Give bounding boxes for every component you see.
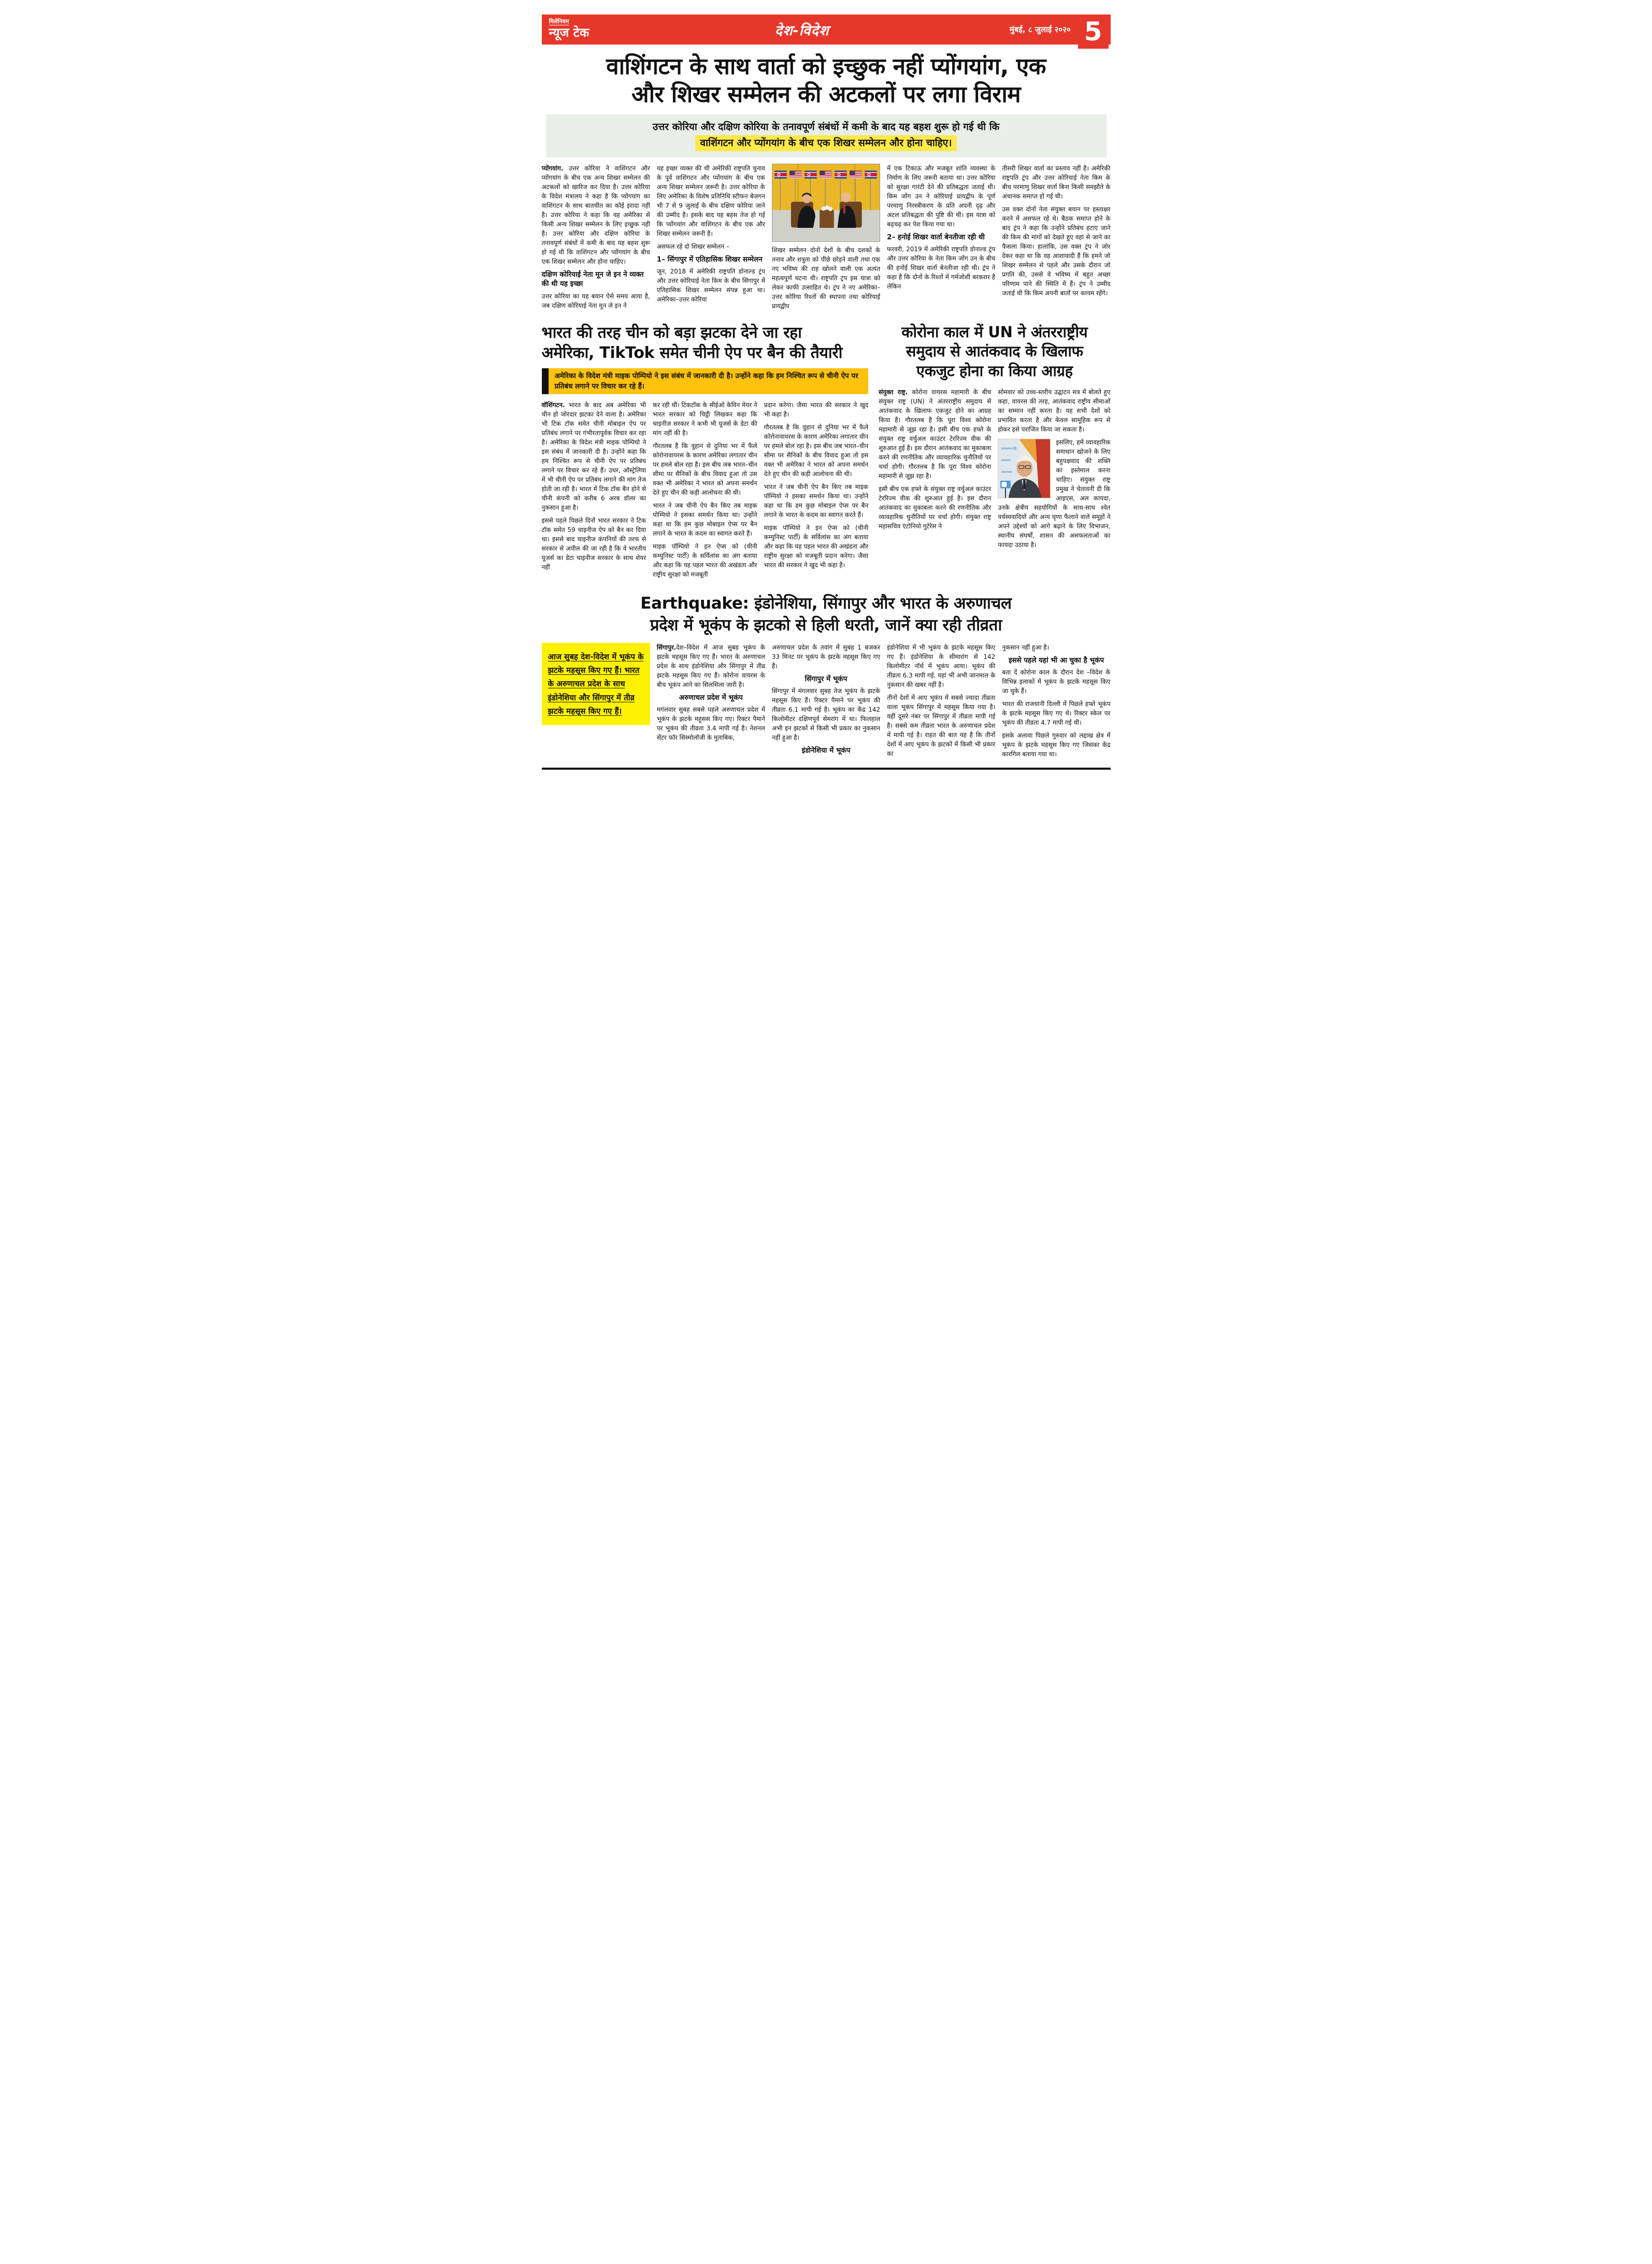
article-paragraph: उस वक्त दोनों नेता संयुक्त बयान पर हस्ताक्षर करने में असफल रहे थे। बैठक समाप्त होने के बाद ट्रंप ने कहा कि उन्होंने प्रतिबंध हटाए जाने की किम की मांगों को देखते हुए वहां से जाने का फैसला किया। हालांकि, उस वक्त ट्रंप ने जोर देकर कहा था कि वह आशावादी हैं कि हमने जो शिखर सम्मेलन से पहले और उसके दौरान जो प्रगति की, उससे वे भविष्य में बहुत अच्छा परिणाम पाने की स्थिति में हैं। ट्रंप ने उम्मीद जताई थी कि किम अपनी बातों पर कायम रहेंगे।	[1002, 206, 1111, 297]
dateline: सिंगापुर.	[656, 643, 677, 651]
lead-headline-line2: और शिखर सम्मेलन की अटकलों पर लगा विराम	[631, 81, 1021, 108]
tiktok-strap	[542, 368, 869, 395]
article-paragraph: बता दें कोरोना काल के दौरान देश –विदेश के विभिन्न इलाकों में भूकंप के झटके महसूस किए जा चुके हैं।	[1002, 669, 1111, 695]
crosshead: 1– सिंगापुर में एतिहासिक शिखर सम्मेलन	[656, 255, 763, 264]
article-paragraph: भारत ने जब चीनी ऐप बैन किए तब माइक पोम्पियो ने इसका समर्थन किया था। उन्होंने कहा था कि हम कुछ मोबाइल ऐप्स पर बैन लगाने के भारत के कदम का स्वागत करते हैं।	[653, 502, 757, 538]
crosshead: सिंगापुर में भूकंप	[805, 674, 847, 683]
page-number: 5	[1078, 16, 1109, 49]
tiktok-col-1	[542, 400, 647, 583]
un-columns	[879, 387, 1110, 553]
lead-col-3	[772, 164, 880, 314]
tiktok-strap-text: अमेरिका के विदेश मंत्री माइक पोम्पियो ने इस संबंध में जानकारी दी है। उन्होंने कहा कि हम निश्चित रूप से चीनी ऐप पर प्रतिबंध लगाने पर विचार कर रहे हैं।	[549, 368, 869, 395]
article-paragraph: यह इच्छा व्यक्त की थी अमेरिकी राष्ट्रपति चुनाव के पूर्व वाशिंगटन और प्योंगयांग के बीच एक अन्य शिखर सम्मेलन जरूरी है। उत्तर कोरिया के लिए अमेरिका के विशेष प्रतिनिधि स्टीफन बेजगन भी 7 से 9 जुलाई के बीच दक्षिण कोरिया जाने की उम्मीद है। इसके बाद यह बहस तेज हो गई कि प्योंगयांग और वाशिंगटन के बीच एक और शिखर सम्मेलन जरूरी है।	[656, 165, 765, 238]
lead-col-4	[887, 164, 995, 314]
lead-headline-line1: वाशिंगटन के साथ वार्ता को इच्छुक नहीं प्योंगयांग, एक	[606, 53, 1046, 80]
brand-logo	[542, 15, 595, 45]
tiktok-headline-line2: अमेरिका, TikTok समेत चीनी ऐप पर बैन की तैयारी	[541, 343, 843, 362]
article-paragraph: अरुणाचल प्रदेश के तवांग में सुबह 1 बजकर 33 मिनट पर भूकंप के झटके महसूस किए गए हैं।	[771, 643, 881, 670]
un-headline-line1: कोरोना काल में UN ने अंतरराष्ट्रीय	[901, 323, 1088, 341]
earthquake-columns	[542, 643, 1111, 762]
un-story	[879, 323, 1110, 583]
un-headline-line2: समुदाय से आतंकवाद के खिलाफ	[906, 342, 1083, 360]
un-headline-line3: एकजुट होना का किया आग्रह	[916, 362, 1073, 380]
brand-top-label: मिलेनियम	[549, 18, 569, 25]
article-paragraph: माइक पॉम्पियो ने इन ऐप्स को (चीनी कम्युनिस्ट पार्टी) के सर्विलांस का अंग बताया और कहा कि यह पहल भारत की अखंडता और राष्ट्रीय सुरक्षा को मजबूती प्रदान करेगा। जैसा भारत की सरकार ने खुद भी कहा है।	[764, 524, 869, 569]
summit-photo-illustration	[772, 164, 880, 241]
crosshead: 2– हनोई शिखर वार्ता बेनतीजा रही थी	[887, 233, 985, 242]
earthquake-highlight-text: आज सुबह देश-विदेश में भूकंप के झटके महसूस किए गए हैं। भारत के अरुणाचल प्रदेश के साथ इंडोनेशिया और सिंगापुर में तीव्र झटके महसूस किए गए हैं।	[548, 652, 644, 716]
dateline: प्योंगयांग.	[541, 165, 564, 172]
lead-deck-line2: वाशिंगटन और प्योंगयांग के बीच एक शिखर सम्मेलन और होना चाहिए।	[695, 135, 957, 151]
earthquake-headline	[542, 593, 1111, 637]
article-paragraph: गौरतलब है कि वुहान से दुनिया भर में फैले कोरोनावायरस के कारण अमेरिका लगातार चीन पर हमले बोल रहा है। इस बीच जब भारत–चीन सीमा पर सैनिकों के बीच विवाद हुआ तो इस वक्त भी अमेरिका ने भारत को अपना समर्थन देते हुए चीन की कड़ी आलोचना की थी।	[764, 424, 869, 478]
tiktok-story	[542, 323, 869, 583]
photo-caption-text: शिखर सम्मेलन दोनों देशों के बीच दशकों के तनाव और शत्रुता को पीछे छोड़ने वाली तथा एक नए भविष्य की राह खोलने वाली एक अत्यंत महत्वपूर्ण घटना थी। राष्ट्रपति ट्रंप इस यात्रा को लेकर काफी उत्साहित थे। ट्रंप ने नए अमेरिका–उत्तर कोरिया रिश्तों की स्थापना तथा कोरियाई प्रायद्वीप	[771, 246, 881, 310]
un-headline	[879, 323, 1110, 381]
article-paragraph: सोमवार को उच्च-स्तरीय उद्घाटन सत्र में बोलते हुए कहा, वायरस की तरह, आतंकवाद राष्ट्रीय सीमाओं का सम्मान नहीं करता है। यह सभी देशों को प्रभावित करता है और केवल सामूहिक रूप से होकर इसे पराजित किया जा सकता है।	[998, 388, 1111, 433]
tiktok-col-2	[653, 400, 757, 583]
article-paragraph: वॉशिंगटन. भारत के बाद अब अमेरिका भी चीन हो जोरदार झटका देने वाला है। अमेरिका भी टिक टॉक समेत चीनी मोबाइल ऐप पर प्रतिबंध लगाने पर गंभीरतापूर्वक विचार कर रहा है। अमेरिका के विदेश मंत्री माइक पोम्पियो ने इस संबंध में जानकारी दी है। उन्होंने कहा कि हम निश्चित रूप से चीनी ऐप पर प्रतिबंध लगाने पर विचार कर रहे हैं। उधर, ऑस्ट्रेलिया में भी चीनी ऐप पर प्रतिबंध लगाने की मांग तेज होती जा रही है। भारत में टिक टॉक बैन होने से चीनी कंपनी को करीब 6 अरब डॉलर का नुकसान हुआ है।	[541, 401, 647, 512]
tiktok-columns	[542, 400, 869, 583]
crosshead: इंडोनेशिया में भूकंप	[801, 746, 851, 755]
article-paragraph: सिंगापुर में मंगलवार सुबह तेज भूकंप के झटके महसूस किए हैं। रिक्टर पैमाने पर भूकंप की तीव्रता 6.1 मापी गई है। भूकंप का केंद्र 142 किलोमीटर दक्षिणपूर्व सेमरांग में था। फिलहाल अभी इन झटकों से किसी भी प्रकार का नुकसान नहीं हुआ है।	[771, 687, 881, 742]
article-paragraph: असफल रहे दो शिखर सम्मेलन –	[656, 243, 729, 251]
article-paragraph: कर रही थीं। टिकटॉक के सीईओ केविन मेयर ने भारत सरकार को चिट्ठी लिखकर कहा कि चाइनीज सरकार ने कभी भी यूजर्स के डेटा की मांग नहीं की है।	[653, 401, 757, 437]
earthquake-story	[542, 593, 1111, 770]
lead-col-2	[657, 164, 765, 314]
article-paragraph: इससे पहले पिछले दिनों भारत सरकार ने टिक टॉक समेत 59 चाइनीज ऐप को बैन कर दिया था। इससे बाद चाइनीज कंपनियों की तरफ से सरकार से अपील की जा रही है कि वे भारतीय यूजर्स का डेटा चाइनीज सरकार के साथ शेयर नहीं	[541, 517, 647, 571]
article-paragraph: तीसरी शिखर वार्ता का प्रस्ताव नहीं है। अमेरिकी राष्ट्रपति ट्रंप और उत्तर कोरियाई नेता किम के बीच परमाणु शिखर वार्ता बिना किसी समझौते के अचानक समाप्त हो गई थी।	[1002, 165, 1111, 200]
tiktok-headline-line1: भारत की तरह चीन को बड़ा झटका देने जा रहा	[541, 323, 802, 342]
crosshead: दक्षिण कोरियाई नेता मून जे इन ने व्यक्त की थी यह इच्छा	[541, 270, 644, 289]
article-paragraph: प्रदान करेगा। जैसा भारत की सरकार ने खुद भी कहा है।	[764, 401, 869, 419]
article-paragraph: जून, 2018 में अमेरिकी राष्ट्रपति डोनाल्ड ट्रंप और उत्तर कोरियाई नेता किम के बीच सिंगापुर में एतिहासिक शिखर सम्मेलन संपन्न हुआ था। अमेरिका–उत्तर कोरिया	[656, 268, 765, 304]
un-col-1	[879, 387, 991, 553]
lead-story-columns	[542, 164, 1111, 314]
guterres-photo-illustration	[998, 439, 1051, 498]
bottom-rule	[542, 768, 1111, 770]
earthquake-headline-line2: प्रदेश में भूकंप के झटको से हिली धरती, जानें क्या रही तीव्रता	[650, 616, 1002, 635]
article-paragraph: गौरतलब है कि वुहान से दुनिया भर में फैले कोरोनावायरस के कारण अमेरिका लगातार चीन पर हमले बोल रहा है। इस बीच जब भारत–चीन सीमा पर सैनिकों के बीच विवाद हुआ तो उस वक्त भी अमेरिका ने भारत को अपना समर्थन देते हुए चीन की कड़ी आलोचना की थी।	[653, 442, 757, 497]
article-paragraph: इसलिए, हमें व्यावहारिक समाधान खोजने के लिए बहुपक्षवाद की शक्ति का इस्तेमाल करना चाहिए। संयुक्त राष्ट्र प्रमुख ने चेतावनी दी कि आइएस, अल कायदा, उनके क्षेत्रीय सहयोगियों के साथ-साथ श्वेत वर्चस्ववादियों और अन्य घृणा फैलाने वाले समूहों ने अपने उद्देश्यों को आगे बढ़ाने के लिए विभाजन, स्थानीय संघर्षों, शासन की असफलताओं का फायदा उठाया है।	[998, 438, 1111, 549]
masthead	[542, 15, 1111, 45]
article-paragraph: इसी बीच एक हफ्ते के संयुक्त राष्ट्र वर्चुअल काउंटर टेररिज्म वीक की शुरुआत हुई है। इस दौरान आतंकवाद का मुकाबला करने की रणनीतिक और व्यावहारिक चुनौतियों पर चर्चा होगी। संयुक्त राष्ट्र महासचिव एंटोनियो गुटेरेस ने	[879, 485, 992, 530]
article-paragraph: उत्तर कोरिया का यह बयान ऐसे समय आया है, जब दक्षिण कोरियाई नेता मून जे इन ने	[541, 292, 650, 309]
lead-deck	[546, 114, 1107, 157]
article-paragraph: फरवरी, 2019 में अमेरिकी राष्ट्रपति डोनाल्ड ट्रंप और उत्तर कोरिया के नेता किम जोंग उन के बीच की हनोई शिखर वार्ता बेनतीजा रही थी। ट्रंप ने कहा है कि दोनों के रिश्तों में गर्मजोशी बरकरार है लेकिन	[887, 246, 996, 291]
guterres-photo	[998, 439, 1051, 498]
article-paragraph: नुकसान नहीं हुआ है।	[1002, 643, 1050, 651]
article-paragraph: इंडोनेशिया में भी भूकंप के झटके महसूस किए गए हैं। इंडोनेशिया के सीमारांग से 142 किलोमीटर नॉर्थ में भूकंप आया। भूकंप की तीव्रता 6.3 मापी गई. यहां भी अभी जानमाल के नुकसान की खबर नहीं है।	[887, 643, 996, 688]
brand-name: न्यूज टेक	[549, 25, 590, 40]
crosshead: अरुणाचल प्रदेश में भूकंप	[679, 693, 743, 702]
article-paragraph: प्योंगयांग. उत्तर कोरिया ने वाशिंगटन और प्योंगयांग के बीच एक अन्य शिखर सम्मेलन की अटकलों को खारिज कर दिया है। उत्तर कोरिया के विदेश मंत्रालय ने कहा है कि प्योंगयांग का वाशिंगटन के साथ बातचीत का कोई इरादा नहीं है। उत्तर कोरिया ने कहा कि वह अमेरिका से किसी अन्य शिखर सम्मेलन के लिए इच्छुक नहीं है। उत्तर कोरिया और दक्षिण कोरिया के तनावपूर्ण संबंधों में कमी के बाद यह बहश शुरू हो गई थी कि वाशिंगटन और प्योंगयांग के बीच एक शिखर सम्मेलन और होना चाहिए।	[541, 165, 650, 266]
article-paragraph: में एक टिकाऊ और मजबूत शांति व्यवस्था के निर्माण के लिए जरूरी बताया था। उत्तर कोरिया को सुरक्षा गारंटी देने की प्रतिबद्धता जताई थी। किम जोंग उन ने कोरियाई प्रायद्वीप के पूर्ण परमाणु निरस्त्रीकरण के प्रति अपनी दृढ़ और अटल प्रतिबद्धता की पुष्टि की थी। इस यात्रा को बढ़चढ़ कर पेश किया गया था।	[887, 165, 996, 228]
lead-col-5	[1002, 164, 1110, 314]
article-paragraph: सिंगापुर.देश–विदेश में आज सुबह भूकंप के झटके महसूस किए गए हैं। भारत के अरुणाचल प्रदेश के साथ इंडोनेशिया और सिंगापुर में तीव्र झटके महसूस किए गए हैं। कोरोना वायरस के बीच भूकंप आने का सिलसिला जारी है।	[656, 643, 765, 688]
article-paragraph: भारत की राजधानी दिल्ली में पिछले हफ्ते भूकंप के झटके महसूस किए गए थे। रिक्टर स्केल पर भूकंप की तीव्रता 4.7 मापी गई थी।	[1002, 700, 1111, 727]
lead-story	[542, 53, 1111, 314]
middle-band	[542, 323, 1111, 583]
tiktok-headline	[542, 323, 869, 363]
edition-date: मुंबई, ८ जुलाई २०२०	[1009, 25, 1071, 34]
lead-col-1	[542, 164, 650, 314]
article-paragraph: भारत ने जब चीनी ऐप बैन किए तब माइक पॉम्पियो ने इसका समर्थन किया था। उन्होंने कहा था कि हम कुछ मोबाइल ऐप्स पर बैन लगाने के भारत के कदम का स्वागत करते हैं।	[764, 483, 869, 519]
article-paragraph: संयुक्त राष्ट्र. कोरोना वायरस महामारी के बीच संयुक्त राष्ट्र (UN) ने अंतरराष्ट्रीय समुदाय से आतंकवाद के खिलाफ एकजुट होने का आग्रह किया है। गौरतलब है कि पूरा विश्व कोरोना महामारी से जूझ रहा है। इसी बीच एक हफ्ते के संयुक्त राष्ट्र वर्चुअल काउंटर टेररिज्म वीक की शुरुआत हुई है। इस दौरान आतंकवाद का मुकाबला करने की रणनीतिक और व्यावहारिक चुनौतियों पर चर्चा होगी। गौरतलब है कि पूरा विश्व कोरोना महामारी से जूझ रहा है।	[879, 388, 992, 480]
lead-deck-line1: उत्तर कोरिया और दक्षिण कोरिया के तनावपूर्ण संबंधों में कमी के बाद यह बहश शुरू हो गई थी कि	[652, 121, 1000, 133]
earthquake-headline-line1: Earthquake: इंडोनेशिया, सिंगापुर और भारत के अरुणाचल	[640, 594, 1012, 613]
section-title: देश-विदेश	[774, 22, 829, 39]
summit-photo	[772, 164, 880, 241]
tiktok-col-3	[764, 400, 869, 583]
strap-square-marker	[542, 368, 549, 395]
dateline: संयुक्त राष्ट्र.	[879, 388, 908, 396]
lead-headline	[545, 53, 1108, 108]
crosshead: इससे पहले यहां भी आ चुका है भूकंप	[1008, 656, 1104, 665]
newspaper-page	[528, 0, 1124, 811]
article-paragraph: इसके अलावा पिछले गुरुवार को लद्दाख क्षेत्र में भूकंप के झटके महसूस किए गए जिसका केंद्र कारगिल बताया गया था।	[1002, 732, 1111, 758]
earthquake-col-4	[887, 643, 995, 762]
earthquake-col-1	[542, 643, 650, 762]
article-paragraph: तीनों देशों में आए भूकंप में सबसे ज्यादा तीव्रता वाला भूकंप सिंगापुर में महसूस किया गया है। वहीं दूसरे नंबर पर सिंगापुर में तीव्रता मापी गई है। सबसे कम तीव्रता भारत के अरुणाचल प्रदेश में मापी गई है। राहत की बात यह है कि तीनों देशों में आए भूकंप के झटकों में किसी भी प्रकार का	[887, 694, 996, 757]
dateline: वॉशिंगटन.	[541, 401, 565, 409]
earthquake-col-3	[772, 643, 880, 762]
earthquake-col-2	[657, 643, 765, 762]
article-paragraph: मगंलवार सुबह सबसे पहले अरुणाचल प्रदेश में भूकंप के झटके महूसस किए गए। रिक्टर पैमाने पर भूकंप की तीव्रता 3.4 मापी गई है। नेशनल सेंटर फॉर सिस्मोलॉजी के मुताबिक,	[656, 706, 765, 742]
article-paragraph: माइक पॉम्पियो ने इन ऐप्स को (चीनी कम्युनिस्ट पार्टी) के सर्विलांस का अंग बताया और कहा कि यह पहल भारत की अखंडता और राष्ट्रीय सुरक्षा को मजबूती	[653, 543, 757, 579]
earthquake-col-5	[1002, 643, 1110, 762]
un-col-2	[998, 387, 1110, 553]
masthead-right	[1010, 15, 1111, 45]
earthquake-highlight-box	[542, 643, 650, 725]
